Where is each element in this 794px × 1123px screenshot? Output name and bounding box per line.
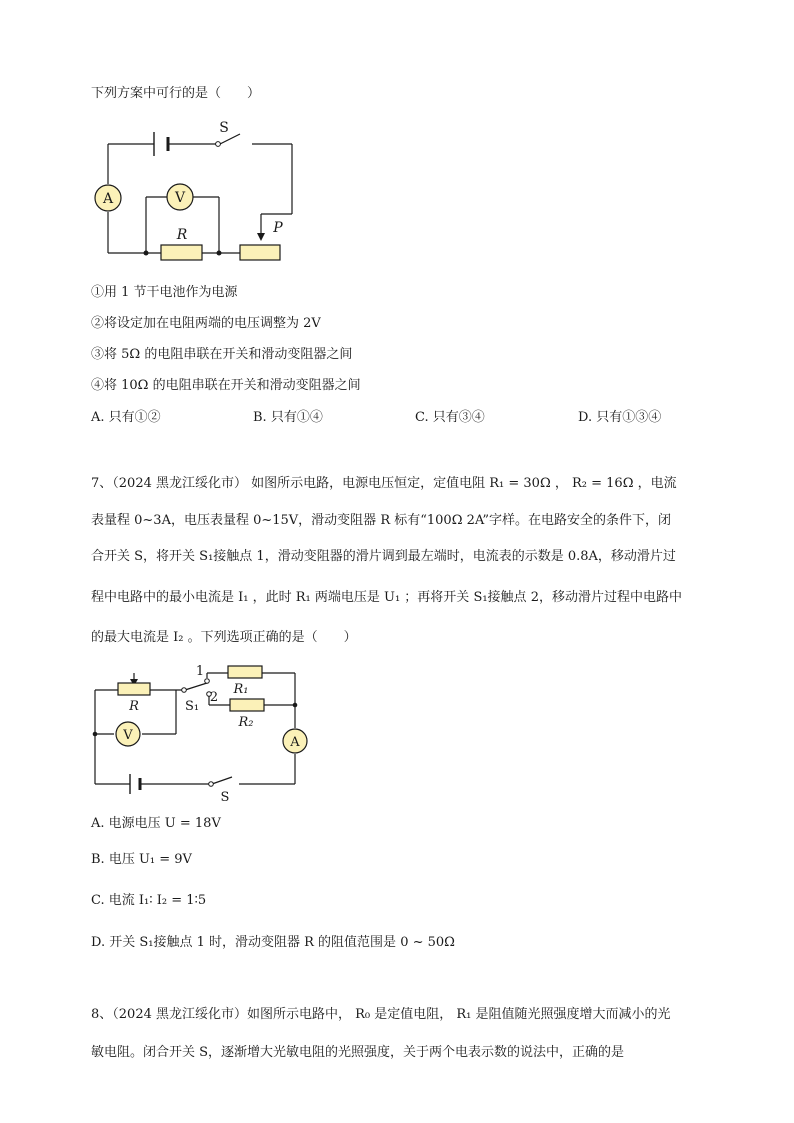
voltmeter-label: V [174, 190, 186, 206]
switch-label: S [219, 120, 229, 136]
point-1-label: 1 [195, 664, 205, 679]
r2-label: R₂ [238, 715, 254, 730]
point-2-label: 2 [209, 690, 219, 705]
q6-option-c[interactable]: C. 只有③④ [415, 410, 485, 425]
question-7-line-3: 合开关 S，将开关 S₁接触点 1，滑动变阻器的滑片调到最左端时，电流表的示数是 0.8A，移动滑片过 [91, 549, 676, 564]
question-7-line-1: 7、（2024 黑龙江绥化市） 如图所示电路，电源电压恒定，定值电阻 R₁ = 30Ω ， R₂ = 16Ω ，电流 [91, 476, 677, 491]
statement-3: ③将 5Ω 的电阻串联在开关和滑动变阻器之间 [91, 347, 353, 362]
resistor-label: R [176, 227, 188, 243]
question-6-prompt: 下列方案中可行的是（ ） [91, 86, 261, 101]
statement-2: ②将设定加在电阻两端的电压调整为 2V [91, 316, 321, 331]
question-8-line-2: 敏电阻。闭合开关 S，逐渐增大光敏电阻的光照强度，关于两个电表示数的说法中，正确的是 [91, 1045, 625, 1060]
switch-s1-label: S₁ [184, 699, 200, 714]
statement-1: ①用 1 节干电池作为电源 [91, 285, 238, 300]
question-7-line-2: 表量程 0~3A，电压表量程 0~15V，滑动变阻器 R 标有“100Ω 2A”字样。在电路安全的条件下，闭 [91, 513, 671, 528]
slider-label: P [273, 220, 283, 236]
q6-option-a[interactable]: A. 只有①② [91, 410, 161, 425]
voltmeter-label: V [123, 728, 133, 743]
r1-label: R₁ [233, 682, 249, 697]
circuit-diagram-q6 [90, 112, 310, 272]
question-8-line-1: 8、（2024 黑龙江绥化市）如图所示电路中， R₀ 是定值电阻， R₁ 是阻值随光照强度增大而减小的光 [91, 1007, 671, 1022]
ammeter-label: A [102, 191, 114, 207]
q7-option-a[interactable]: A. 电源电压 U = 18V [91, 816, 221, 831]
rheostat-label: R [129, 699, 139, 714]
q7-option-b[interactable]: B. 电压 U₁ = 9V [91, 852, 192, 867]
q6-option-d[interactable]: D. 只有①③④ [578, 410, 662, 425]
question-7-line-5: 的最大电流是 I₂ 。下列选项正确的是（ ） [91, 630, 357, 645]
ammeter-label: A [290, 735, 300, 750]
question-7-line-4: 程中电路中的最小电流是 I₁ ，此时 R₁ 两端电压是 U₁ ；再将开关 S₁接触点 2，移动滑片过程中电路中 [91, 590, 682, 605]
switch-s-label: S [220, 790, 230, 804]
q7-option-d[interactable]: D. 开关 S₁接触点 1 时，滑动变阻器 R 的阻值范围是 0 ~ 50Ω [91, 935, 455, 950]
circuit-diagram-q7 [88, 656, 313, 804]
q6-option-b[interactable]: B. 只有①④ [253, 410, 323, 425]
statement-4: ④将 10Ω 的电阻串联在开关和滑动变阻器之间 [91, 378, 361, 393]
q7-option-c[interactable]: C. 电流 I₁∶ I₂ = 1∶5 [91, 893, 207, 908]
